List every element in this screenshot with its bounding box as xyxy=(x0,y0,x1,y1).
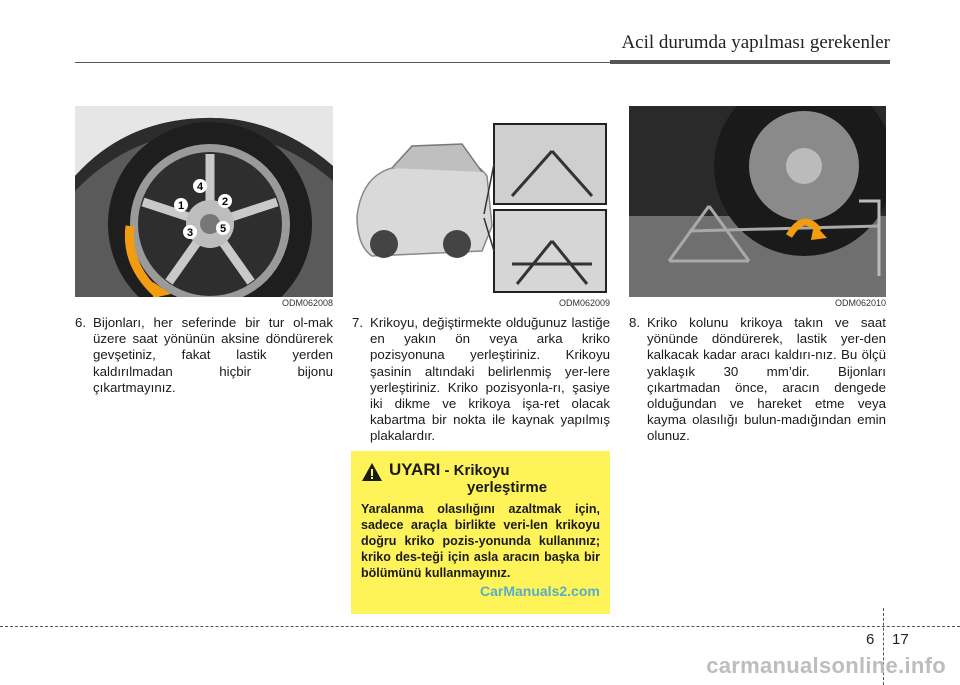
footer-rule xyxy=(0,626,960,627)
jack-lift-photo xyxy=(629,106,886,297)
column-step-6 xyxy=(75,106,333,396)
image-code: ODM062009 xyxy=(558,298,610,308)
warning-triangle-icon xyxy=(361,462,383,482)
step-number: 7. xyxy=(352,315,364,330)
step-number: 6. xyxy=(75,315,87,330)
warning-title-dash: - Krikoyu xyxy=(444,462,510,479)
step-text: Kriko kolunu krikoya takın ve saat yönünde döndürerek, lastik yer-den kalkacak kadar aracı kaldırı-nız. Bu ölçü yaklaşık 30 mm’dir. Bijonları çıkartmadan önce, aracın dengede olduğundan ve hareket etme veya kayma olasılığı bulun-madığından emin olunuz. xyxy=(647,315,886,444)
wheel-nuts-photo xyxy=(75,106,333,297)
wheel-label-5: 5 xyxy=(219,223,227,235)
warning-title-line2: yerleştirme xyxy=(467,479,548,496)
step-text: Bijonları, her seferinde bir tur ol-mak üzere saat yönünün aksine döndürerek gevşetiniz, fakat lastik yerden kaldırılmadan hiçbir bijonu çıkartmayınız. xyxy=(93,315,333,395)
wheel-illustration xyxy=(75,106,333,297)
step-number: 8. xyxy=(629,315,641,330)
step-8 xyxy=(629,315,886,445)
wheel-label-4: 4 xyxy=(196,181,204,193)
column-step-8 xyxy=(629,106,886,445)
warning-title xyxy=(389,461,547,496)
page-number: 17 xyxy=(892,631,909,648)
image-code: ODM062008 xyxy=(281,298,333,308)
column-step-7 xyxy=(352,106,610,445)
step-6 xyxy=(75,315,333,396)
warning-header xyxy=(361,461,600,496)
wheel-label-1: 1 xyxy=(177,200,185,212)
step-7 xyxy=(352,315,610,445)
chapter-number: 6 xyxy=(866,631,875,648)
warning-body: Yaralanma olasılığını azaltmak için, sadece araçla birlikte veri-len krikoyu doğru kriko pozis-yonunda kullanınız; kriko des-teği için asla aracın başka bir bölümünü kullanmayınız. xyxy=(361,502,600,580)
step-text: Krikoyu, değiştirmekte olduğunuz lastiğe en yakın ön veya arka kriko pozisyonuna yerleştiriniz. Krikoyu şasinin altındaki belirlenmiş yer-lere yerleştiriniz. Kriko pozisyonla-rı, şasiye iki dikme ve krikoya işa-ret olacak kabartma bir nokta ile kaynak yapılmış plakalardır. xyxy=(370,315,610,444)
jack-position-illustration xyxy=(352,106,610,297)
jack-position-photo xyxy=(352,106,610,297)
header-rule xyxy=(75,62,610,63)
warning-label: UYARI xyxy=(389,460,441,479)
header-rule-accent xyxy=(610,60,890,64)
watermark: CarManuals2.com xyxy=(480,583,600,599)
image-code: ODM062010 xyxy=(834,298,886,308)
jack-lift-illustration xyxy=(629,106,886,297)
wheel-label-3: 3 xyxy=(186,227,194,239)
site-watermark: carmanualsonline.info xyxy=(706,653,946,678)
header-title: Acil durumda yapılması gerekenler xyxy=(621,32,890,53)
wheel-label-2: 2 xyxy=(221,196,229,208)
